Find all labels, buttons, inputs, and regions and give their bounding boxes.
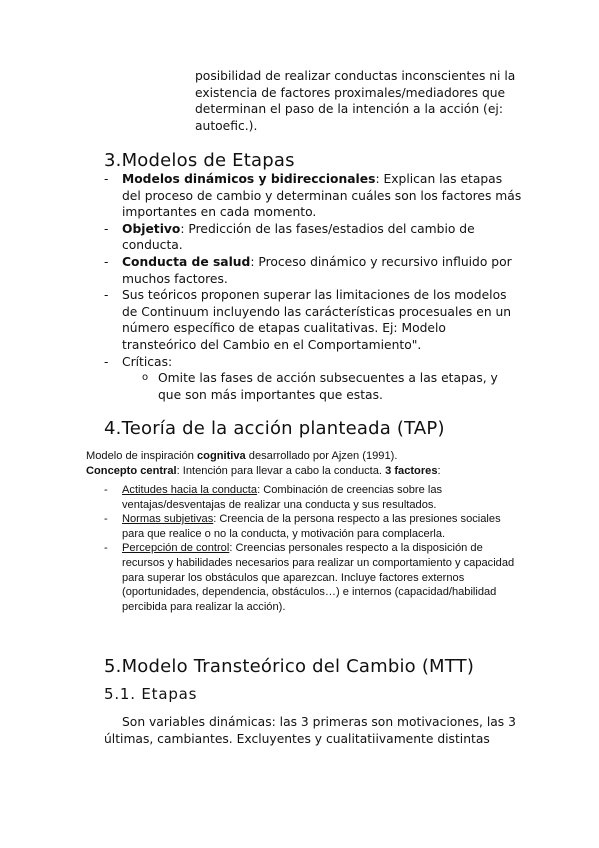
paragraph-text: Son variables dinámicas: las 3 primeras son motivaciones, las 3 últimas, cambiantes. Excluyentes y cualitatiivamente distintas — [104, 715, 516, 746]
line-bold: cognitiva — [197, 450, 246, 462]
section-3-title: Modelos de Etapas — [121, 150, 295, 171]
dash-bullet: - — [104, 254, 109, 269]
dash-bullet: - — [104, 542, 108, 555]
item-text: Sus teóricos proponen superar las limitaciones de los modelos de Continuum incluyendo las carácterísticas procesuales en un número específico de etapas cualitativas. Ej: Modelo transteórico del Cambio en el Comportamiento". — [122, 288, 512, 352]
item-text: : Combinación de creencias sobre las ventajas/desventajas de realizar una conducta y sus resultados. — [122, 484, 443, 511]
section-5-number: 5. — [104, 656, 122, 677]
dash-bullet: - — [104, 484, 108, 496]
dash-bullet: - — [104, 221, 109, 236]
list-item — [104, 354, 524, 371]
line-text: : — [437, 464, 441, 477]
dash-bullet: - — [104, 172, 109, 186]
item-text: : Predicción de las fases/estadios del cambio de conducta. — [122, 221, 475, 253]
item-text: : Creencia de la persona respecto a las presiones sociales para que realice o no la conducta, y motivación para complacerla. — [122, 513, 501, 540]
section-4-number: 4. — [104, 418, 122, 439]
list-item — [104, 287, 524, 353]
section-3-heading — [104, 150, 295, 172]
list-item — [104, 541, 524, 614]
item-bold: Conducta de salud — [122, 254, 251, 269]
item-text: : Explican las etapas del proceso de cambio y determinan cuáles son los factores más importantes en cada momento. — [122, 172, 522, 220]
section-5-title: Modelo Transteórico del Cambio (MTT) — [121, 656, 475, 677]
item-underlined: Normas subjetivas — [122, 513, 214, 526]
inspiration-line — [86, 449, 526, 464]
list-item — [104, 254, 524, 287]
section-3-number: 3. — [104, 150, 122, 171]
section-5-heading — [104, 656, 474, 678]
item-text: : Proceso dinámico y recursivo influido por muchos factores. — [122, 254, 512, 286]
item-underlined: Actitudes hacia la conducta — [122, 484, 258, 496]
concept-line — [86, 464, 526, 479]
section-5-paragraph — [104, 714, 524, 747]
line-bold: 3 factores — [385, 464, 438, 477]
item-text: : Creencias personales respecto a la disposición de recursos y habilidades necesarios para realizar un comportamiento y capacidad para superar los obstáculos que aparezcan. Incluye factores externos (oportunidades, dependencia, obstáculos…) e internos (capacidad/habilidad percibida para realizar la acción). — [122, 542, 515, 613]
list-item — [104, 171, 524, 221]
subsection-5-1-heading: 5.1. Etapas — [104, 685, 198, 703]
sub-list-item — [104, 370, 524, 403]
intro-text: posibilidad de realizar conductas inconscientes ni la existencia de factores proximales/mediadores que determinan el paso de la intención a la acción (ej: autoefic.). — [195, 69, 516, 133]
list-item — [104, 512, 524, 541]
section-3-list — [104, 171, 524, 403]
item-bold: Modelos dinámicos y bidireccionales — [122, 172, 376, 186]
list-item — [104, 483, 524, 512]
line-text: Modelo de inspiración — [86, 450, 198, 462]
line-text: : Intención para llevar a cabo la conducta. — [176, 464, 386, 477]
sub-item-text: Omite las fases de acción subsecuentes a las etapas, y que son más importantes que estas. — [158, 371, 498, 402]
section-4-title: Teoría de la acción planteada (TAP) — [121, 418, 445, 439]
section-4-intro — [86, 449, 526, 478]
dash-bullet: - — [104, 354, 109, 369]
circle-bullet: o — [142, 372, 149, 384]
line-text: desarrollado por Ajzen (1991). — [245, 450, 398, 462]
item-text: Críticas: — [122, 354, 173, 369]
section-4-heading — [104, 418, 445, 440]
list-item — [104, 221, 524, 254]
intro-continuation — [195, 68, 525, 134]
item-underlined: Percepción de control — [122, 542, 230, 555]
item-bold: Objetivo — [122, 221, 181, 236]
dash-bullet: - — [104, 288, 109, 303]
section-4-list — [104, 483, 524, 614]
dash-bullet: - — [104, 513, 108, 526]
line-bold: Concepto central — [86, 464, 177, 477]
